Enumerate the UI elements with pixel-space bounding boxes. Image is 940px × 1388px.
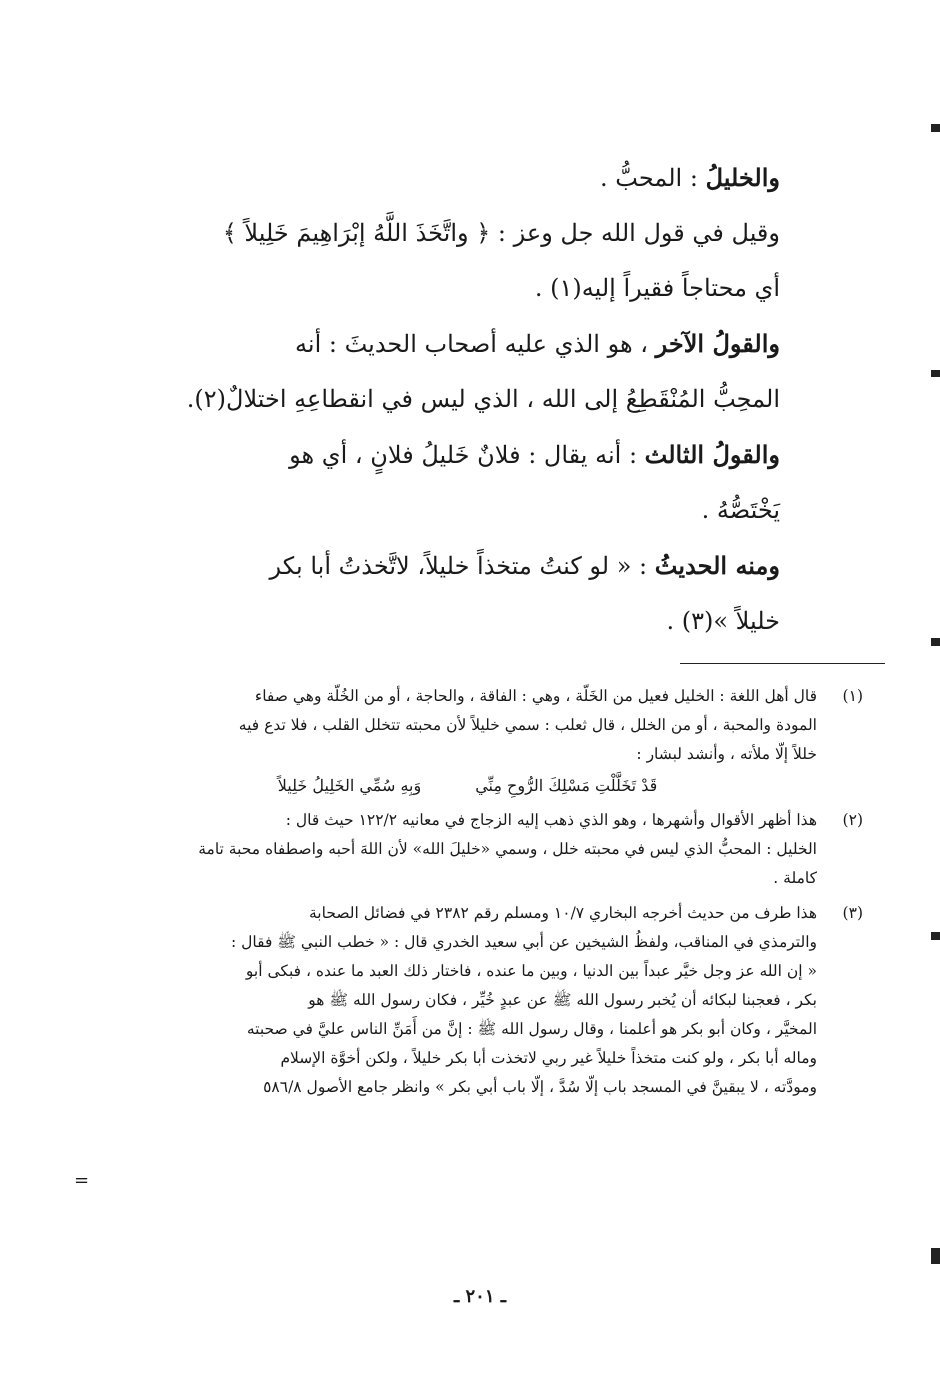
verse-second-hemistich: وَبِهِ سُمِّي الخَلِيلُ خَلِيلاً <box>277 776 422 795</box>
footnote-number: (٢) <box>842 811 863 829</box>
scan-edge-mark <box>931 932 940 940</box>
scan-edge-mark <box>931 638 940 646</box>
footnote-number: (٣) <box>842 904 863 922</box>
footnote-line: المودة والمحبة ، أو من الخلل ، قال ثعلب : سمي خليلاً لأن محبته تتخلل القلب ، فلا تدع فيه <box>238 716 817 734</box>
footnote-separator <box>680 663 885 664</box>
footnote-line: وماله أبا بكر ، ولو كنت متخذاً خليلاً غير ربي لاتخذت أبا بكر خليلاً ، ولكن أخوَّة الإسلام <box>280 1049 817 1067</box>
footnote-2 <box>118 806 863 893</box>
poetry-verse <box>118 771 817 800</box>
footnote-line: هذا أظهر الأقوال وأشهرها ، وهو الذي ذهب إليه الزجاج في معانيه ١٢٢/٢ حيث قال : <box>285 811 817 829</box>
footnotes <box>118 682 863 1108</box>
paragraph-quran-quote: وقيل في قول الله جل وعز : ﴿ واتَّخَذَ اللَّهُ إبْرَاهِيمَ خَلِيلاً ﴾ <box>222 219 780 247</box>
footnote-line: بكر ، فعجبنا لبكائه أن يُخبر رسول الله ﷺ عن عبدٍ خُيِّر ، فكان رسول الله ﷺ هو <box>308 991 817 1009</box>
footnote-3 <box>118 899 863 1102</box>
paragraph-third-opinion: والقولُ الثالث : أنه يقال : فلانٌ خَليلُ فلانٍ ، أي هو <box>289 440 780 469</box>
paragraph-hadith: ومنه الحديثُ : « لو كنتُ متخذاً خليلاً، لاتَّخذتُ أبا بكر <box>269 551 780 580</box>
footnote-line: قال أهل اللغة : الخليل فعيل من الخَلّة ، وهي : الفاقة ، والحاجة ، أو من الخُلّة وهي صفاء <box>254 687 817 705</box>
main-text <box>110 150 780 649</box>
footnote-line: « إن الله عز وجل خيَّر عبداً بين الدنيا ، وبين ما عنده ، فاختار ذلك العبد ما عنده ، فبكى أبو <box>245 962 817 980</box>
paragraph-second-opinion-cont: المحِبُّ المُنْقَطِعُ إلى الله ، الذي ليس في انقطاعِهِ اختلالٌ(٢). <box>186 385 780 413</box>
term-third-opinion: والقولُ الثالث <box>644 440 780 469</box>
page-number: ـ ٢٠١ ـ <box>453 1286 507 1307</box>
scan-edge-mark <box>931 124 940 132</box>
footnote-line: خللاً إلّا ملأته ، وأنشد لبشار : <box>636 745 817 763</box>
verse-first-hemistich: قَدْ تَخَلَّلْتِ مَسْلِكَ الرُّوحِ مِنِّي <box>475 776 658 795</box>
term-hadith: ومنه الحديثُ <box>654 551 780 580</box>
continuation-mark: = <box>74 1170 90 1191</box>
paragraph-quran-meaning: أي محتاجاً فقيراً إليه(١) . <box>534 274 780 302</box>
term-second-opinion: والقولُ الآخر <box>655 329 780 358</box>
term-khalil: والخليلُ <box>705 163 780 192</box>
footnote-number: (١) <box>842 687 863 705</box>
footnote-line: الخليل : المحبُّ الذي ليس في محبته خلل ، وسمي «خليلَ الله» لأن اللهَ أحبه واصطفاه محبة تامة <box>198 840 817 858</box>
footnote-1 <box>118 682 863 800</box>
footnote-line: ومودَّته ، لا يبقينَّ في المسجد باب إلّا سُدَّ ، إلّا باب أبي بكر » وانظر جامع الأصول ٥٨٦/٨ <box>263 1078 817 1096</box>
scan-edge-mark <box>931 370 940 377</box>
footnote-line: هذا طرف من حديث أخرجه البخاري ١٠/٧ ومسلم رقم ٢٣٨٢ في فضائل الصحابة <box>308 904 817 922</box>
scan-edge-mark <box>931 1248 940 1264</box>
paragraph-second-opinion: والقولُ الآخر ، هو الذي عليه أصحاب الحديثَ : أنه <box>295 329 780 358</box>
footnote-line: والترمذي في المناقب، ولفظُ الشيخين عن أبي سعيد الخدري قال : « خطب النبي ﷺ فقال : <box>230 933 817 951</box>
footnote-line: المخيَّر ، وكان أبو بكر هو أعلمنا ، وقال رسول الله ﷺ : إنَّ من أَمَنِّ الناس عليَّ في صحبته <box>246 1020 817 1038</box>
paragraph-third-opinion-cont: يَخْتَصُّهُ . <box>701 496 780 524</box>
footnote-line: كاملة . <box>773 869 817 887</box>
paragraph-khalil: والخليلُ : المحبُّ . <box>600 163 780 192</box>
paragraph-hadith-cont: خليلاً »(٣) . <box>666 607 780 635</box>
